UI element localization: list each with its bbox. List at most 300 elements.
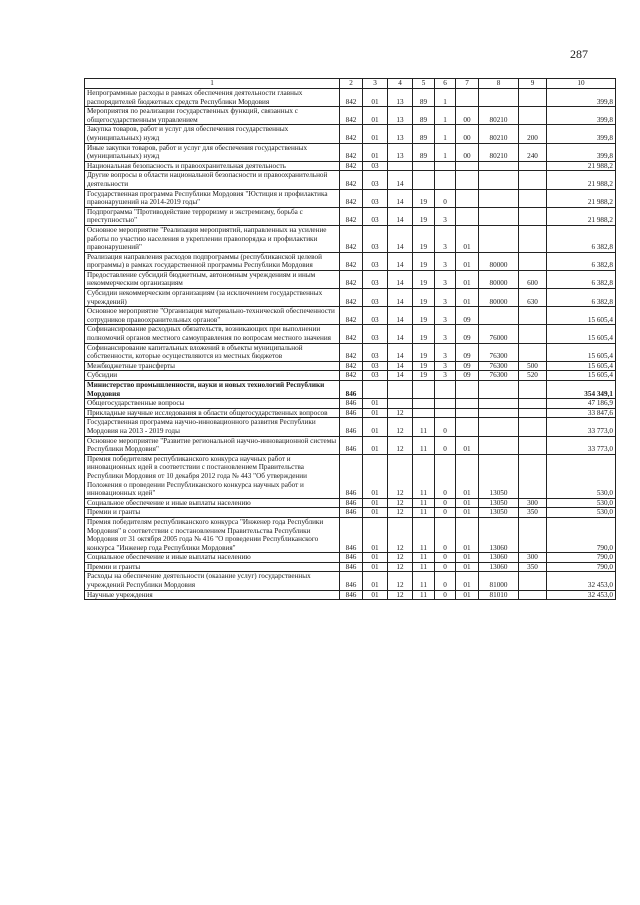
row-code-cell: 03 <box>363 270 388 288</box>
table-row <box>85 454 616 498</box>
row-code-cell: 03 <box>363 325 388 343</box>
row-code-cell: 842 <box>340 225 363 252</box>
table-row <box>85 343 616 361</box>
row-code-cell: 01 <box>456 270 479 288</box>
row-amount-cell: 399,8 <box>547 89 616 107</box>
column-header-1: 1 <box>85 79 340 89</box>
row-name-cell: Межбюджетные трансферты <box>85 361 340 371</box>
row-amount-cell: 15 605,4 <box>547 343 616 361</box>
row-code-cell <box>435 399 456 409</box>
row-code-cell: 19 <box>413 189 435 207</box>
row-code-cell <box>479 418 519 436</box>
row-code-cell: 01 <box>363 508 388 518</box>
row-code-cell <box>519 252 547 270</box>
row-code-cell: 01 <box>456 454 479 498</box>
row-code-cell: 846 <box>340 498 363 508</box>
row-code-cell: 01 <box>363 454 388 498</box>
row-name-cell: Субсидии <box>85 371 340 381</box>
row-code-cell: 846 <box>340 436 363 454</box>
row-code-cell: 13060 <box>479 562 519 572</box>
row-code-cell <box>363 381 388 399</box>
row-code-cell <box>479 207 519 225</box>
row-code-cell: 1 <box>435 107 456 125</box>
row-amount-cell: 32 453,0 <box>547 572 616 590</box>
row-code-cell: 1 <box>435 143 456 161</box>
row-amount-cell: 399,8 <box>547 125 616 143</box>
row-name-cell: Общегосударственные вопросы <box>85 399 340 409</box>
row-code-cell: 842 <box>340 107 363 125</box>
row-code-cell <box>519 399 547 409</box>
row-code-cell <box>435 171 456 189</box>
row-code-cell: 01 <box>456 508 479 518</box>
table-row <box>85 89 616 107</box>
table-row <box>85 371 616 381</box>
row-code-cell: 01 <box>363 408 388 418</box>
row-name-cell: Социальное обеспечение и иные выплаты населению <box>85 498 340 508</box>
row-code-cell: 01 <box>363 590 388 600</box>
row-code-cell: 76300 <box>479 343 519 361</box>
row-code-cell: 14 <box>388 171 413 189</box>
row-amount-cell: 399,8 <box>547 143 616 161</box>
row-code-cell: 846 <box>340 508 363 518</box>
row-code-cell: 0 <box>435 572 456 590</box>
row-code-cell: 89 <box>413 143 435 161</box>
row-code-cell <box>519 225 547 252</box>
row-code-cell: 12 <box>388 436 413 454</box>
row-code-cell <box>456 161 479 171</box>
row-amount-cell: 790,0 <box>547 517 616 552</box>
row-code-cell: 11 <box>413 572 435 590</box>
column-header-9: 9 <box>519 79 547 89</box>
row-code-cell: 846 <box>340 408 363 418</box>
row-code-cell: 19 <box>413 307 435 325</box>
table-row <box>85 270 616 288</box>
row-code-cell: 3 <box>435 361 456 371</box>
row-code-cell: 3 <box>435 343 456 361</box>
row-code-cell: 01 <box>363 399 388 409</box>
row-code-cell <box>519 171 547 189</box>
row-code-cell <box>456 207 479 225</box>
row-code-cell: 01 <box>456 562 479 572</box>
row-code-cell: 01 <box>363 125 388 143</box>
row-code-cell: 01 <box>363 89 388 107</box>
row-code-cell: 89 <box>413 125 435 143</box>
row-code-cell: 12 <box>388 553 413 563</box>
row-code-cell: 01 <box>363 517 388 552</box>
row-code-cell <box>435 381 456 399</box>
table-row <box>85 408 616 418</box>
row-code-cell <box>519 590 547 600</box>
row-code-cell: 846 <box>340 381 363 399</box>
row-code-cell: 12 <box>388 418 413 436</box>
row-amount-cell: 6 382,8 <box>547 270 616 288</box>
table-row <box>85 399 616 409</box>
row-code-cell: 76300 <box>479 371 519 381</box>
row-name-cell: Основное мероприятие "Организация материально-технической обеспеченности сотрудников правоохранительных органов" <box>85 307 340 325</box>
row-code-cell: 14 <box>388 225 413 252</box>
table-row <box>85 418 616 436</box>
row-code-cell: 01 <box>456 498 479 508</box>
row-code-cell: 12 <box>388 590 413 600</box>
row-code-cell: 09 <box>456 307 479 325</box>
row-code-cell <box>413 408 435 418</box>
row-code-cell: 1 <box>435 125 456 143</box>
row-code-cell: 81000 <box>479 572 519 590</box>
row-code-cell <box>519 107 547 125</box>
row-name-cell: Премии и гранты <box>85 508 340 518</box>
row-amount-cell: 15 605,4 <box>547 361 616 371</box>
row-code-cell <box>479 225 519 252</box>
row-code-cell: 0 <box>435 508 456 518</box>
row-code-cell: 11 <box>413 553 435 563</box>
row-code-cell: 842 <box>340 270 363 288</box>
row-code-cell <box>388 399 413 409</box>
row-code-cell: 19 <box>413 270 435 288</box>
row-code-cell <box>519 89 547 107</box>
row-code-cell: 11 <box>413 498 435 508</box>
row-code-cell: 842 <box>340 207 363 225</box>
table-row <box>85 207 616 225</box>
row-code-cell: 842 <box>340 325 363 343</box>
row-code-cell: 0 <box>435 590 456 600</box>
row-code-cell: 11 <box>413 562 435 572</box>
row-code-cell: 01 <box>363 498 388 508</box>
row-code-cell: 846 <box>340 553 363 563</box>
row-name-cell: Мероприятия по реализации государственных функций, связанных с общегосударственным управлением <box>85 107 340 125</box>
table-row <box>85 225 616 252</box>
row-code-cell: 500 <box>519 361 547 371</box>
row-code-cell: 03 <box>363 189 388 207</box>
row-code-cell: 19 <box>413 252 435 270</box>
table-row <box>85 107 616 125</box>
row-code-cell: 01 <box>363 436 388 454</box>
row-code-cell: 0 <box>435 436 456 454</box>
row-code-cell <box>479 399 519 409</box>
row-code-cell: 01 <box>363 572 388 590</box>
row-name-cell: Государственная программа Республики Мордовия "Юстиция и профилактика правонарушений на 2014-2019 годы" <box>85 189 340 207</box>
row-code-cell: 13060 <box>479 517 519 552</box>
row-code-cell: 01 <box>456 252 479 270</box>
row-code-cell: 03 <box>363 252 388 270</box>
row-code-cell: 300 <box>519 498 547 508</box>
row-code-cell <box>479 189 519 207</box>
row-amount-cell: 790,0 <box>547 562 616 572</box>
row-code-cell: 842 <box>340 307 363 325</box>
row-code-cell: 01 <box>363 562 388 572</box>
row-code-cell <box>456 418 479 436</box>
row-amount-cell: 21 988,2 <box>547 207 616 225</box>
row-code-cell: 80000 <box>479 252 519 270</box>
row-name-cell: Государственная программа научно-инновационного развития Республики Мордовия на 2013 - 2019 годы <box>85 418 340 436</box>
row-code-cell: 01 <box>363 553 388 563</box>
row-code-cell: 0 <box>435 562 456 572</box>
row-code-cell: 3 <box>435 307 456 325</box>
row-code-cell: 80000 <box>479 270 519 288</box>
row-code-cell: 630 <box>519 289 547 307</box>
table-row <box>85 562 616 572</box>
table-body <box>85 89 616 600</box>
row-code-cell <box>435 161 456 171</box>
row-code-cell: 3 <box>435 371 456 381</box>
row-name-cell: Основное мероприятие "Реализация мероприятий, направленных на усиление работы по участию населения в укреплении правопорядка и профилактики правонарушений" <box>85 225 340 252</box>
row-code-cell: 0 <box>435 454 456 498</box>
row-code-cell: 09 <box>456 361 479 371</box>
row-code-cell: 11 <box>413 590 435 600</box>
row-code-cell: 0 <box>435 418 456 436</box>
row-code-cell: 14 <box>388 270 413 288</box>
row-code-cell: 842 <box>340 143 363 161</box>
table-row <box>85 307 616 325</box>
table-row <box>85 252 616 270</box>
column-header-10: 10 <box>547 79 616 89</box>
row-code-cell: 11 <box>413 517 435 552</box>
column-header-8: 8 <box>479 79 519 89</box>
row-code-cell <box>519 161 547 171</box>
row-amount-cell: 354 349,1 <box>547 381 616 399</box>
row-code-cell: 00 <box>456 143 479 161</box>
row-code-cell <box>479 408 519 418</box>
row-code-cell: 80000 <box>479 289 519 307</box>
row-code-cell: 11 <box>413 418 435 436</box>
row-code-cell: 19 <box>413 325 435 343</box>
row-code-cell: 350 <box>519 508 547 518</box>
row-code-cell: 01 <box>456 572 479 590</box>
row-code-cell <box>479 381 519 399</box>
row-code-cell: 09 <box>456 343 479 361</box>
row-code-cell: 12 <box>388 517 413 552</box>
row-name-cell: Министерство промышленности, науки и новых технологий Республики Мордовия <box>85 381 340 399</box>
row-code-cell: 01 <box>456 590 479 600</box>
row-code-cell: 80210 <box>479 143 519 161</box>
row-code-cell <box>519 436 547 454</box>
row-code-cell <box>519 381 547 399</box>
row-code-cell: 846 <box>340 517 363 552</box>
row-name-cell: Премия победителям республиканского конкурса научных работ и инновационных идей в соответствии с постановлением Правительства Республики Мордовия от 10 декабря 2012 года № 443 "Об утверждении Положения о проведении Республиканского конкурса научных работ и инновационных идей" <box>85 454 340 498</box>
row-code-cell: 19 <box>413 343 435 361</box>
row-amount-cell: 33 773,0 <box>547 436 616 454</box>
row-amount-cell: 399,8 <box>547 107 616 125</box>
row-code-cell: 03 <box>363 289 388 307</box>
row-code-cell: 13 <box>388 125 413 143</box>
row-code-cell: 12 <box>388 498 413 508</box>
row-code-cell: 03 <box>363 161 388 171</box>
row-code-cell: 200 <box>519 125 547 143</box>
row-code-cell: 14 <box>388 289 413 307</box>
row-amount-cell: 530,0 <box>547 498 616 508</box>
row-code-cell <box>479 436 519 454</box>
table-row <box>85 125 616 143</box>
row-code-cell <box>456 89 479 107</box>
row-code-cell: 11 <box>413 436 435 454</box>
row-code-cell <box>519 207 547 225</box>
row-name-cell: Реализация направления расходов подпрограммы (республиканской целевой программы) в рамках государственной программы Республики Мордовия <box>85 252 340 270</box>
row-code-cell: 3 <box>435 225 456 252</box>
row-code-cell: 19 <box>413 289 435 307</box>
row-code-cell <box>519 454 547 498</box>
row-code-cell: 01 <box>363 418 388 436</box>
row-name-cell: Научные учреждения <box>85 590 340 600</box>
row-code-cell <box>456 189 479 207</box>
row-code-cell: 842 <box>340 289 363 307</box>
row-amount-cell: 32 453,0 <box>547 590 616 600</box>
row-name-cell: Прикладные научные исследования в области общегосударственных вопросов <box>85 408 340 418</box>
table-row <box>85 590 616 600</box>
row-amount-cell: 15 605,4 <box>547 371 616 381</box>
row-code-cell: 01 <box>456 517 479 552</box>
row-code-cell <box>456 399 479 409</box>
row-code-cell: 19 <box>413 371 435 381</box>
column-header-6: 6 <box>435 79 456 89</box>
row-code-cell: 19 <box>413 207 435 225</box>
row-code-cell: 12 <box>388 562 413 572</box>
row-name-cell: Премии и гранты <box>85 562 340 572</box>
row-code-cell: 12 <box>388 408 413 418</box>
row-code-cell: 13 <box>388 107 413 125</box>
row-code-cell: 846 <box>340 418 363 436</box>
row-name-cell: Закупка товаров, работ и услуг для обеспечения государственных (муниципальных) нужд <box>85 125 340 143</box>
row-code-cell <box>413 171 435 189</box>
row-code-cell <box>456 171 479 189</box>
row-code-cell: 11 <box>413 454 435 498</box>
row-code-cell: 600 <box>519 270 547 288</box>
row-code-cell <box>519 572 547 590</box>
row-code-cell: 846 <box>340 590 363 600</box>
row-amount-cell: 47 186,9 <box>547 399 616 409</box>
row-code-cell: 09 <box>456 371 479 381</box>
budget-table <box>84 78 616 600</box>
table-row <box>85 143 616 161</box>
row-code-cell: 01 <box>456 225 479 252</box>
row-name-cell: Национальная безопасность и правоохранительная деятельность <box>85 161 340 171</box>
row-code-cell: 03 <box>363 207 388 225</box>
row-code-cell: 14 <box>388 343 413 361</box>
row-code-cell <box>413 399 435 409</box>
row-name-cell: Предоставление субсидий бюджетным, автономным учреждениям и иным некоммерческим организациям <box>85 270 340 288</box>
row-code-cell <box>519 325 547 343</box>
row-code-cell: 03 <box>363 225 388 252</box>
row-code-cell: 520 <box>519 371 547 381</box>
row-name-cell: Основное мероприятие "Развитие региональной научно-инновационной системы Республики Мордовия" <box>85 436 340 454</box>
row-code-cell <box>479 171 519 189</box>
column-header-4: 4 <box>388 79 413 89</box>
row-code-cell: 842 <box>340 371 363 381</box>
row-code-cell <box>519 189 547 207</box>
row-code-cell <box>456 381 479 399</box>
row-code-cell <box>519 307 547 325</box>
table-row <box>85 161 616 171</box>
row-code-cell: 0 <box>435 189 456 207</box>
row-name-cell: Иные закупки товаров, работ и услуг для обеспечения государственных (муниципальных) нужд <box>85 143 340 161</box>
row-code-cell: 846 <box>340 562 363 572</box>
row-name-cell: Расходы на обеспечение деятельности (оказание услуг) государственных учреждений Республики Мордовия <box>85 572 340 590</box>
table-row <box>85 361 616 371</box>
row-code-cell: 13 <box>388 143 413 161</box>
row-code-cell: 14 <box>388 189 413 207</box>
row-code-cell: 13060 <box>479 553 519 563</box>
row-code-cell: 3 <box>435 270 456 288</box>
row-amount-cell: 530,0 <box>547 508 616 518</box>
row-name-cell: Премия победителям республиканского конкурса "Инженер года Республики Мордовия" в соответствии с постановлением Правительства Республики Мордовия от 31 октября 2005 года № 416 "О проведении Республиканского конкурса "Инженер года Республики Мордовия" <box>85 517 340 552</box>
row-code-cell: 13050 <box>479 508 519 518</box>
row-name-cell: Софинансирование расходных обязательств, возникающих при выполнении полномочий органов местного самоуправления по вопросам местного значения <box>85 325 340 343</box>
row-code-cell <box>479 89 519 107</box>
row-code-cell: 11 <box>413 508 435 518</box>
row-code-cell: 80210 <box>479 125 519 143</box>
table-row <box>85 325 616 343</box>
row-code-cell: 12 <box>388 572 413 590</box>
row-code-cell: 842 <box>340 343 363 361</box>
row-code-cell <box>388 381 413 399</box>
row-amount-cell: 15 605,4 <box>547 307 616 325</box>
row-code-cell: 89 <box>413 107 435 125</box>
row-code-cell: 14 <box>388 371 413 381</box>
row-code-cell: 14 <box>388 207 413 225</box>
table-row <box>85 572 616 590</box>
row-code-cell: 01 <box>456 553 479 563</box>
row-code-cell: 13 <box>388 89 413 107</box>
row-code-cell: 03 <box>363 371 388 381</box>
row-code-cell: 14 <box>388 325 413 343</box>
row-code-cell: 09 <box>456 325 479 343</box>
row-code-cell: 14 <box>388 307 413 325</box>
row-amount-cell: 15 605,4 <box>547 325 616 343</box>
row-code-cell: 842 <box>340 189 363 207</box>
row-code-cell: 03 <box>363 343 388 361</box>
row-amount-cell: 33 847,6 <box>547 408 616 418</box>
row-amount-cell: 6 382,8 <box>547 289 616 307</box>
row-amount-cell: 33 773,0 <box>547 418 616 436</box>
row-name-cell: Субсидии некоммерческим организациям (за исключением государственных учреждений) <box>85 289 340 307</box>
row-code-cell: 846 <box>340 399 363 409</box>
row-code-cell: 19 <box>413 361 435 371</box>
row-code-cell <box>519 343 547 361</box>
row-amount-cell: 530,0 <box>547 454 616 498</box>
column-header-3: 3 <box>363 79 388 89</box>
row-code-cell: 00 <box>456 125 479 143</box>
table-row <box>85 508 616 518</box>
row-code-cell <box>519 418 547 436</box>
row-code-cell: 0 <box>435 553 456 563</box>
row-amount-cell: 6 382,8 <box>547 252 616 270</box>
row-amount-cell: 21 988,2 <box>547 171 616 189</box>
column-header-7: 7 <box>456 79 479 89</box>
row-code-cell <box>519 408 547 418</box>
row-code-cell: 846 <box>340 572 363 590</box>
page-number: 287 <box>570 47 588 61</box>
row-name-cell: Софинансирование капитальных вложений в объекты муниципальной собственности, которые осуществляются из местных бюджетов <box>85 343 340 361</box>
row-code-cell: 3 <box>435 252 456 270</box>
row-code-cell: 0 <box>435 517 456 552</box>
row-code-cell: 01 <box>456 289 479 307</box>
row-code-cell: 01 <box>363 107 388 125</box>
row-amount-cell: 790,0 <box>547 553 616 563</box>
row-amount-cell: 21 988,2 <box>547 161 616 171</box>
row-code-cell: 03 <box>363 361 388 371</box>
row-name-cell: Другие вопросы в области национальной безопасности и правоохранительной деятельности <box>85 171 340 189</box>
table-header <box>85 79 616 89</box>
table-row <box>85 517 616 552</box>
row-code-cell: 01 <box>456 436 479 454</box>
row-code-cell: 89 <box>413 89 435 107</box>
row-code-cell: 350 <box>519 562 547 572</box>
row-code-cell: 12 <box>388 508 413 518</box>
row-name-cell: Подпрограмма "Противодействие терроризму и экстремизму, борьба с преступностью" <box>85 207 340 225</box>
row-code-cell: 14 <box>388 252 413 270</box>
row-code-cell: 842 <box>340 252 363 270</box>
row-code-cell <box>413 161 435 171</box>
row-code-cell: 842 <box>340 89 363 107</box>
row-name-cell: Социальное обеспечение и иные выплаты населению <box>85 553 340 563</box>
